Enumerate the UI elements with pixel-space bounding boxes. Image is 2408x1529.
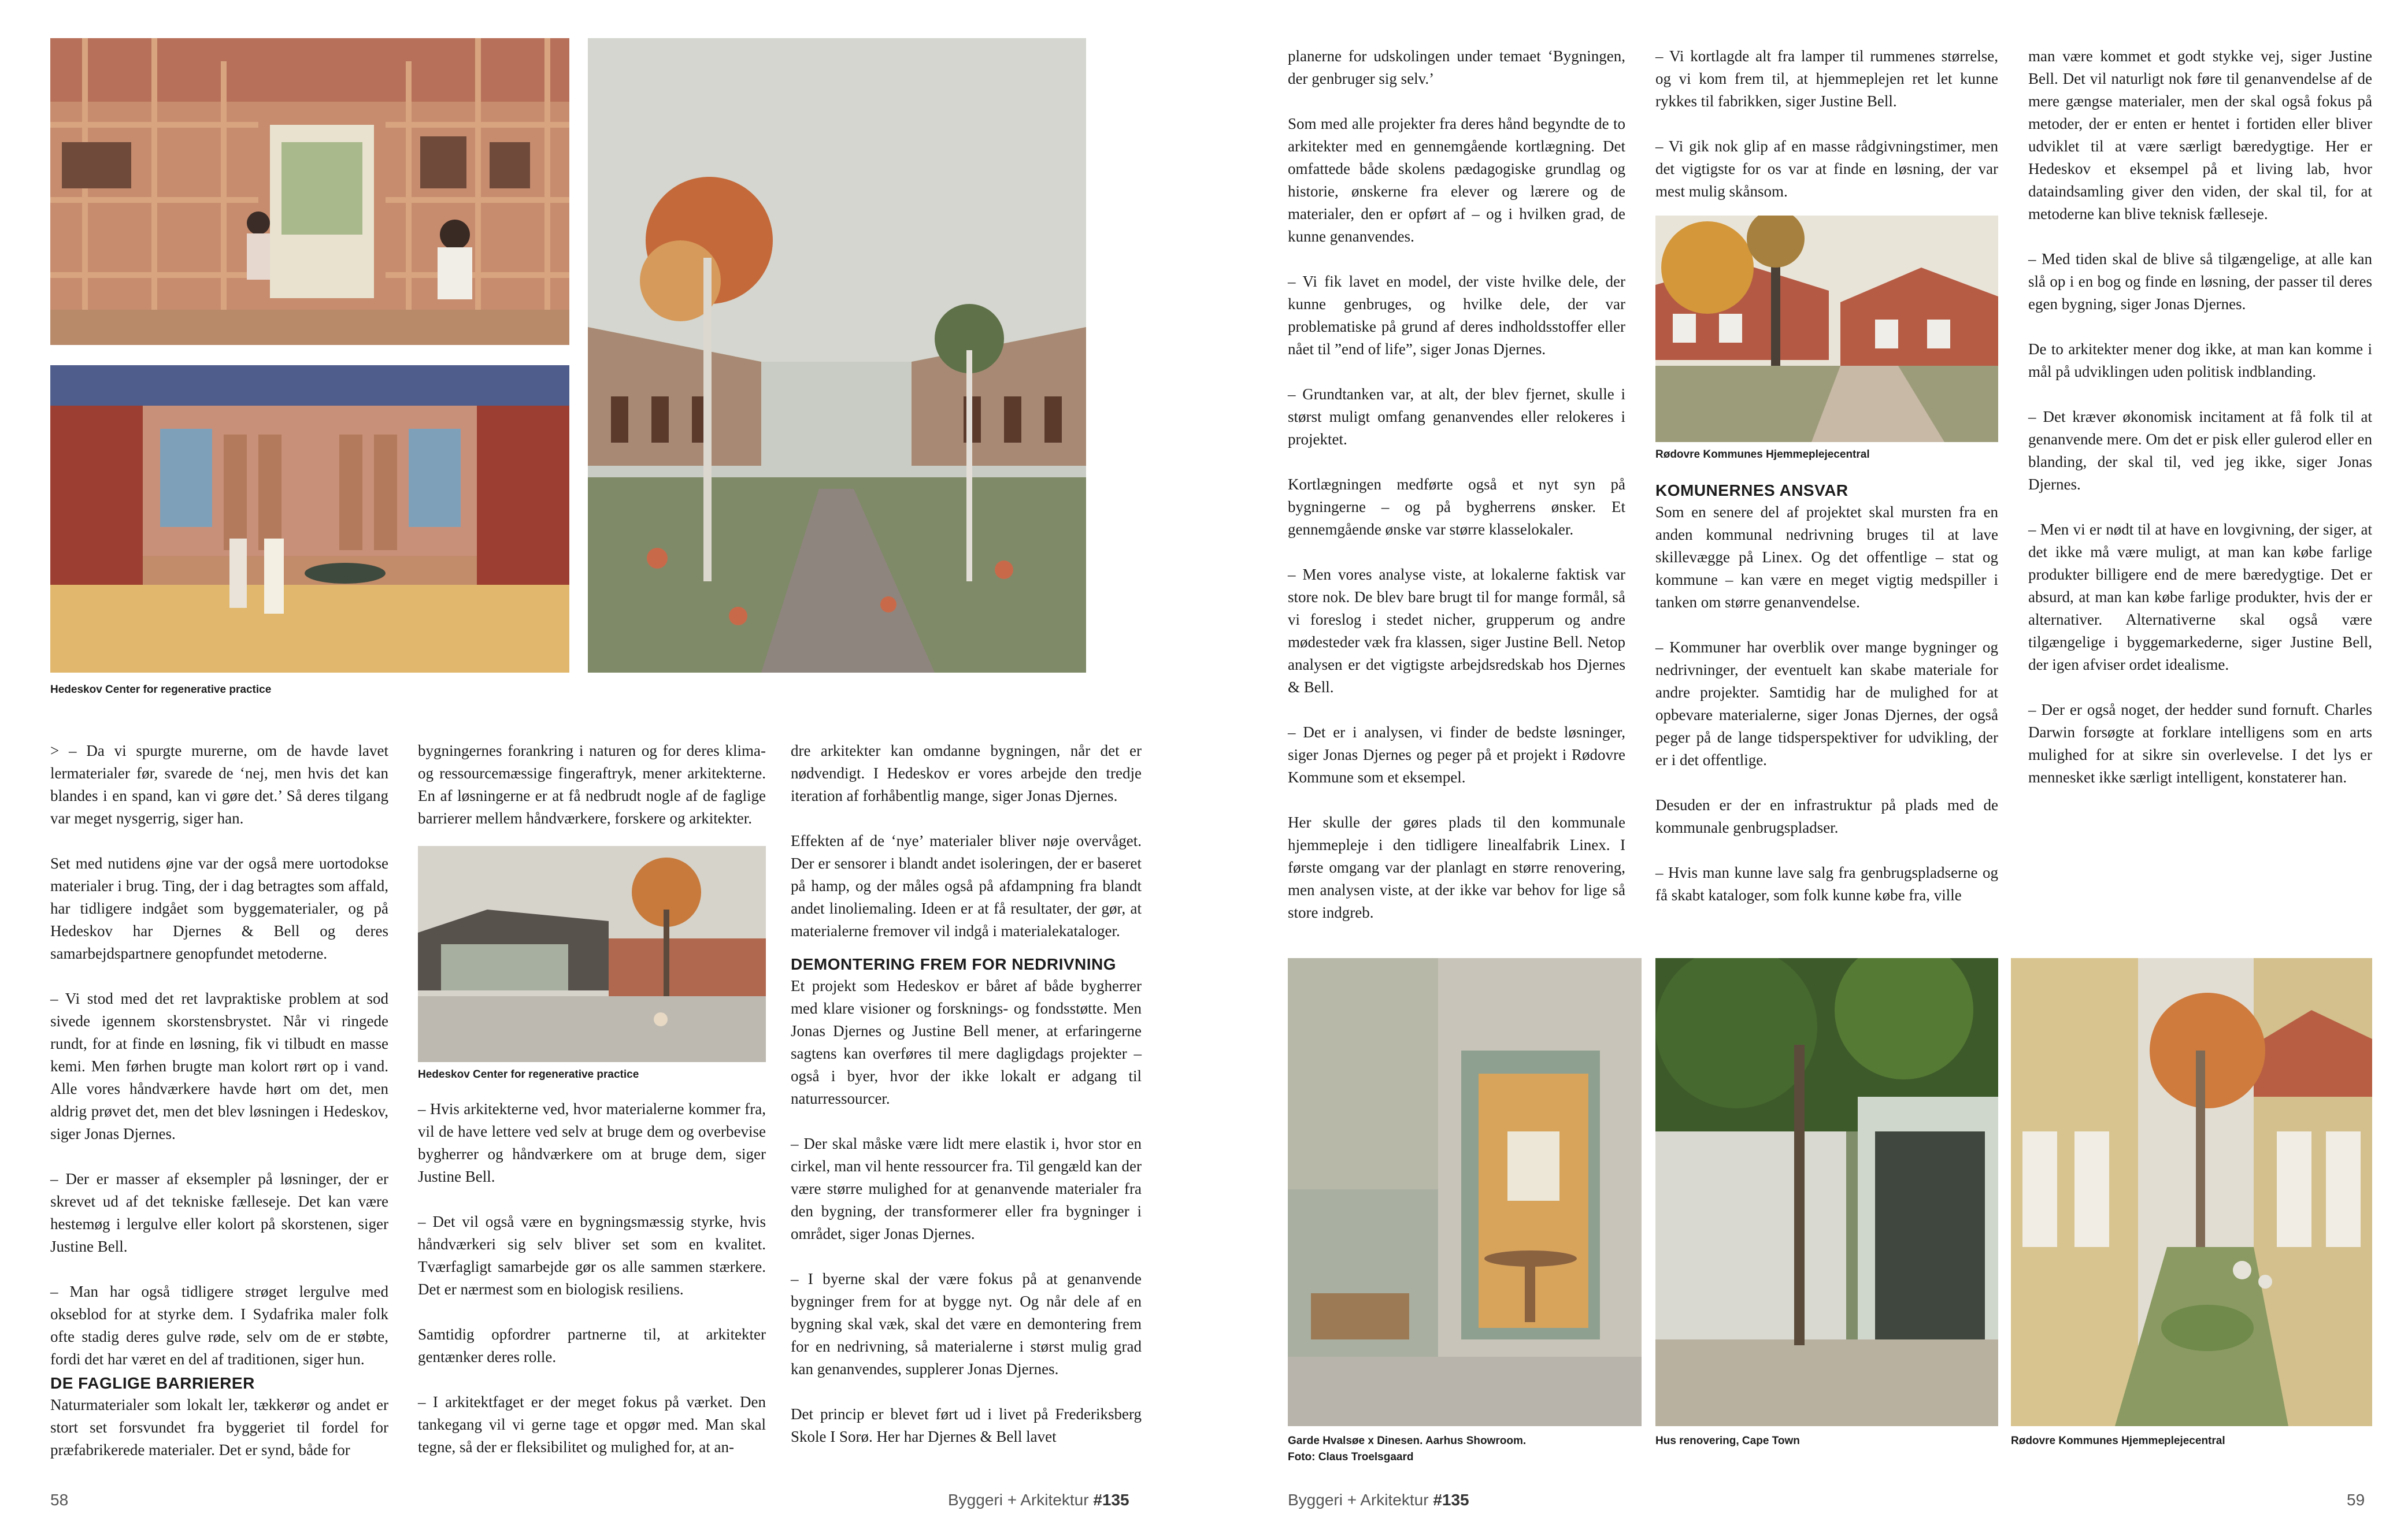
- magazine-title: Byggeri + Arkitektur: [948, 1491, 1089, 1509]
- paragraph: – Vi kortlagde alt fra lamper til rummenes størrelse, og vi kom frem til, at hjemmeplejen ret let kunne rykkes til fabrikken, siger Justine Bell.: [1655, 47, 1998, 110]
- section-heading: KOMUNERNES ANSVAR: [1655, 481, 1848, 499]
- paragraph: – Grundtanken var, at alt, der blev fjernet, skulle i størst muligt omfang genanvendes eller relokeres i projektet.: [1288, 385, 1625, 448]
- paragraph: – Der er masser af eksempler på løsninger, der er skrevet ud af det tekniske fælleseje. Det kan være hestemøg i lergulve eller kolort på skorstenen, siger Justine Bell.: [50, 1170, 388, 1255]
- section-heading: DEMONTERING FREM FOR NEDRIVNING: [791, 955, 1117, 973]
- courtyard-illustration: [588, 38, 1086, 673]
- paragraph: Set med nutidens øjne var der også mere uortodokse materialer i brug. Ting, der i dag betragtes som affald, har tidligere indgået som byggematerialer, og på Hedeskov har Djernes & Bell og deres samarbejdspartnere genopfundet metoderne.: [50, 855, 388, 962]
- issue-number: #135: [1433, 1491, 1469, 1509]
- magazine-footer-left: [948, 1491, 1129, 1509]
- hall-interior-photo: [50, 365, 569, 673]
- paragraph: – Vi stod med det ret lavpraktiske problem at sod sivede igennem skorstensbrystet. Når vi ringede rundt, for at finde en løsning, fik vi tilbudt en masse kemi. Men førhen brugte man kolort rørt op i vand. Alle vores håndværkere havde hørt om det, men aldrig prøvet det, men det blev løsningen i Hedeskov, siger Jonas Djernes.: [50, 990, 388, 1142]
- paragraph: Det princip er blevet ført ud i livet på Frederiksberg Skole I Sorø. Her har Djernes & Bell lavet: [791, 1405, 1142, 1445]
- paragraph: – Det vil også være en bygningsmæssig styrke, hvis håndværkeri sig selv bliver set som en kvalitet. Tværfagligt samarbejde gør os alle sammen stærkere. Det er nærmest som en biologisk resiliens.: [418, 1213, 766, 1298]
- paragraph: – Men vi er nødt til at have en lovgivning, der siger, at det ikke må være muligt, at man kan købe farlige produkter billigere end de mere bæredygtige. Det er absurd, at man kan købe farlige produkter, hvis der er alternativer. Alternativerne skal også være tilgængelige i byggemarkederne, siger Justine Bell, der igen afviser ordet idealisme.: [2028, 521, 2372, 673]
- paragraph: dre arkitekter kan omdanne bygningen, når det er nødvendigt. I Hedeskov er vores arbejde den tredje iteration af forhåbentlig mange, siger Jonas Djernes.: [791, 742, 1142, 804]
- paragraph: Desuden er der en infrastruktur på plads med de kommunale genbrugspladser.: [1655, 796, 1998, 836]
- left-page-column-3: [791, 740, 1142, 1448]
- paragraph: – I arkitektfaget er der meget fokus på værket. Den tankegang vil vi gerne tage et opgør med. Man skal tegne, så der er fleksibilitet og mulighed for, at an-: [418, 1393, 766, 1456]
- caption-photo-credit: Foto: Claus Troelsgaard: [1288, 1451, 1414, 1463]
- caption-line: Garde Hvalsøe x Dinesen. Aarhus Showroom.: [1288, 1435, 1527, 1447]
- showroom-interior-photo: [1288, 958, 1642, 1426]
- paragraph: – Vi gik nok glip af en masse rådgivningstimer, men det vigtigste for os var at finde en løsning, der var mest mulig skånsom.: [1655, 138, 1998, 200]
- right-page-column-2: [1655, 45, 1998, 907]
- left-page-column-2: [418, 740, 766, 1459]
- right-page-column-3: [2028, 45, 2372, 789]
- paragraph: Et projekt som Hedeskov er båret af både bygherrer med klare visioner og forsknings- og fondsstøtte. Men Jonas Djernes og Justine Bell mener, at erfaringerne sagtens kan overføres til mere dagligdags projekter – også i byer, hvor der ikke lokalt er adgang til naturressourcer.: [791, 977, 1142, 1107]
- caption-hedeskov-pavilion: Hedeskov Center for regenerative practice: [418, 1068, 639, 1081]
- section-heading: DE FAGLIGE BARRIERER: [50, 1374, 255, 1392]
- magazine-title: Byggeri + Arkitektur: [1288, 1491, 1429, 1509]
- paragraph: De to arkitekter mener dog ikke, at man kan komme i mål på udviklingen uden politisk indblanding.: [2028, 340, 2372, 380]
- rodovre-courtyard-illustration: [2011, 958, 2372, 1426]
- paragraph: – Man har også tidligere strøget lergulve med okseblod for at styrke dem. I Sydafrika maler folk ofte stadig deres gulve røde, selv om de er støbte, fordi det har været en del af traditionen, siger hun.: [50, 1283, 388, 1368]
- paragraph: Kortlægningen medførte også et nyt syn på bygningerne – og på bygherrens ønsker. Et gennemgående ønske var større klasselokaler.: [1288, 476, 1625, 538]
- magazine-footer-right: [1288, 1491, 1469, 1509]
- paragraph: – Det er i analysen, vi finder de bedste løsninger, siger Jonas Djernes og peger på et projekt i Rødovre Kommune som et eksempel.: [1288, 723, 1625, 786]
- caption-hedeskov-top: Hedeskov Center for regenerative practice: [50, 684, 272, 696]
- issue-number: #135: [1093, 1491, 1129, 1509]
- paragraph: Effekten af de ‘nye’ materialer bliver nøje overvåget. Der er sensorer i blandt andet isoleringen, der er baseret på hamp, og der måles også på afdampning fra blandt andet linoliemaling. Ideen er at få resultater, der gør, at materialerne fremover vil indgå i materialekataloger.: [791, 832, 1142, 940]
- paragraph: Her skulle der gøres plads til den kommunale hjemmepleje i den tidligere linealfabrik Linex. I første omgang var der planlagt en større renovering, men analysen viste, at der ikke var behov for lige så store indgreb.: [1288, 814, 1625, 921]
- paragraph: Som med alle projekter fra deres hånd begyndte de to arkitekter med en gennemgående kortlægning. Det omfattede både skolens pædagogiske grundlag og historie, ønskerne fra elever og lærere og de materialer, den er opført af – og i hvilken grad, de kunne genanvendes.: [1288, 115, 1625, 245]
- paragraph: – Der er også noget, der hedder sund fornuft. Charles Darwin forsøgte at forklare intelligens som en arts mulighed for at sikre sin overlevelse. I det lys er mennesket ikke særligt intelligent, konstaterer han.: [2028, 701, 2372, 786]
- paragraph: – Der skal måske være lidt mere elastik i, hvor stor en cirkel, man vil hente ressourcer fra. Til gengæld kan der være større mulighed for at genanvende materialer fra den bygning, der transformerer eller fra bygninger i området, siger Jonas Djernes.: [791, 1135, 1142, 1242]
- paragraph: – Med tiden skal de blive så tilgængelige, at alle kan slå op i en bog og finde en løsning, der passer til deres egen bygning, siger Jonas Djernes.: [2028, 250, 2372, 313]
- linex-street-illustration: [1655, 216, 1998, 442]
- page-number-right: 59: [2347, 1491, 2365, 1509]
- caption-rodovre-linex: Rødovre Kommunes Hjemmeplejecentral: [1655, 448, 1870, 461]
- caption-cape-town: Hus renovering, Cape Town: [1655, 1435, 1800, 1447]
- paragraph: Naturmaterialer som lokalt ler, tækkerør og andet er stort set forsvundet fra byggeriet til fordel for præfabrikerede materialer. Det er synd, både for: [50, 1396, 388, 1459]
- left-page-column-1: [50, 740, 388, 1461]
- paragraph: Samtidig opfordrer partnerne til, at arkitekter gentænker deres rolle.: [418, 1326, 766, 1365]
- paragraph: bygningernes forankring i naturen og for deres klima- og ressourcemæssige fingeraftryk, mener arkitekterne. En af løsningerne er at få nedbrudt nogle af de faglige barrierer mellem håndværkere, forskere og arkitekter.: [418, 742, 766, 827]
- paragraph: – Kommuner har overblik over mange bygninger og nedrivninger, der eventuelt kan skabe materiale for andre projekter. Samtidig har de mulighed for at opbevare materialerne, siger Jonas Djernes, der også peger på de lange tidsperspektiver for udvikling, der er i det offentlige.: [1655, 639, 1998, 769]
- paragraph: Som en senere del af projektet skal mursten fra en anden kommunal nedrivning bruges til at lave skillevægge på Linex. Og det offentlige – stat og kommune – kan være en meget vigtig medspiller i tanken om større genanvendelse.: [1655, 503, 1998, 611]
- paragraph: > – Da vi spurgte murerne, om de havde lavet lermaterialer før, svarede de ‘nej, men hvis det kan blandes i en spand, kan vi gøre det.’ Så deres tilgang var meget nysgerrig, siger han.: [50, 742, 388, 827]
- caption-rodovre-bottom: Rødovre Kommunes Hjemmeplejecentral: [2011, 1435, 2225, 1447]
- cape-town-courtyard-photo: [1655, 958, 1998, 1426]
- paragraph: planerne for udskolingen under temaet ‘Bygningen, der genbruger sig selv.’: [1288, 47, 1625, 87]
- page-number-left: 58: [50, 1491, 69, 1509]
- paragraph: man være kommet et godt stykke vej, siger Justine Bell. Det vil naturligt nok føre til genanvendelse af de mere gængse materialer, men der skal også fokus på metoder, der er enten er hentet i fortiden eller bliver udviklet til at være særligt bæredygtige. Her er Hedeskov et eksempel på et living lab, hvor dataindsamling giver den viden, der skal til, for at metoderne kan blive teknisk fælleseje.: [2028, 47, 2372, 222]
- paragraph: – Men vores analyse viste, at lokalerne faktisk var store nok. De blev bare brugt til for mange formål, så vi foreslog i stedet nicher, grupperum og andre mødesteder væk fra klassen, siger Justine Bell. Netop analysen er det vigtigste arbejdsredskab hos Djernes & Bell.: [1288, 566, 1625, 696]
- paragraph: – Hvis man kunne lave salg fra genbrugspladserne og få skabt kataloger, som folk kunne købe fra, ville: [1655, 864, 1998, 904]
- pavilion-illustration: [418, 846, 766, 1062]
- library-interior-photo: [50, 38, 569, 345]
- right-page-column-1: [1288, 45, 1625, 924]
- paragraph: – Vi fik lavet en model, der viste hvilke dele, der kunne genbruges, og hvilke dele, der var problematiske på grund af deres indholdsstoffer eller nået til ”end of life”, siger Jonas Djernes.: [1288, 273, 1625, 358]
- paragraph: – Det kræver økonomisk incitament at få folk til at genanvende mere. Om det er pisk eller gulerod eller en blanding, der skal til, ved jeg ikke, siger Jonas Djernes.: [2028, 408, 2372, 493]
- paragraph: – Hvis arkitekterne ved, hvor materialerne kommer fra, vil de have lettere ved selv at bruge dem og overbevise bygherrer og håndværkere om at bruge dem, siger Justine Bell.: [418, 1100, 766, 1185]
- paragraph: – I byerne skal der være fokus på at genanvende bygninger frem for at bygge nyt. Og når dele af en bygning skal væk, skal det være en demontering frem for en nedrivning, så materialerne i størst mulig grad kan genanvendes, supplerer Jonas Djernes.: [791, 1270, 1142, 1378]
- caption-garde-hvalsoe: [1288, 1433, 1526, 1465]
